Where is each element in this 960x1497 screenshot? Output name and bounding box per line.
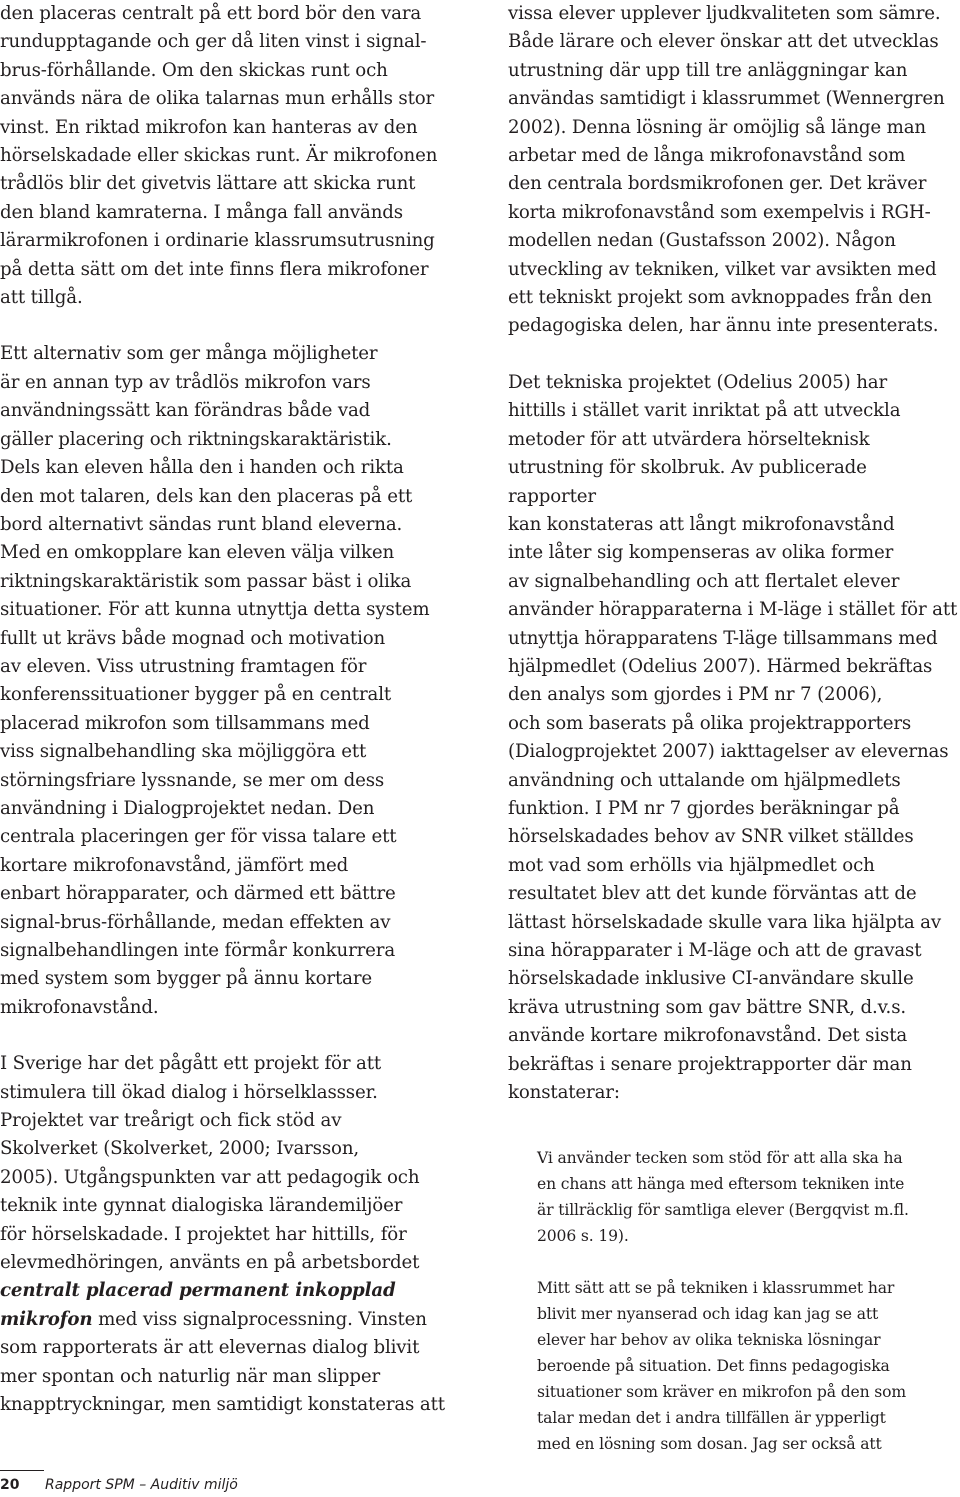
block-quote-technology-view: Mitt sätt att se på tekniken i klassrummet har blivit mer nyanserad och idag kan jag se att elever har behov av olika tekniska lösningar beroende på situation. Det finns pedagogiska situationer som kräver en mikrofon på den som talar medan det i andra tillfällen är ypperligt med en lösning som dosan. Jag ser också att (537, 1279, 907, 1454)
paragraph-wireless-alternative: Ett alternativ som ger många möjligheter är en annan typ av trådlös mikrofon vars användningssätt kan förändras både vad gäller placering och riktningskaraktäristik. Dels kan eleven hålla den i handen och rikta den mot talaren, dels kan den placeras på ett bord alternativt sändas runt bland eleverna. Med en omkopplare kan eleven välja vilken riktningskaraktäristik som passar bäst i olika situationer. För att kunna utnyttja detta system fullt ut krävs både mognad och motivation av eleven. Viss utrustning framtagen för konferenssituationer bygger på en centralt placerad mikrofon som tillsammans med viss signalbehandling ska möjliggöra ett störningsfriare lyssnande, se mer om dess användning i Dialogprojektet nedan. Den centrala placeringen ger för vissa talare ett kortare mikrofonavstånd, jämfört med enbart hörapparater, och därmed ett bättre signal-brus-förhållande, medan effekten av signalbehandlingen inte förmår konkurrera med system som bygger på ännu kortare mikrofonavstånd. (0, 343, 430, 1018)
right-column (508, 0, 960, 1457)
left-column (0, 0, 452, 1420)
paragraph-technical-project: Det tekniska projektet (Odelius 2005) har hittills i stället varit inriktat på att utveckla metoder för att utvärdera hörselteknisk utrustning för skolbruk. Av publicerade rapporter kan konstateras att långt mikrofonavstånd inte låter sig kompenseras av olika former av signalbehandling och att flertalet elever använder hörapparaterna i M-läge i stället för att utnyttja hörapparatens T-läge tillsammans med hjälpmedlet (Odelius 2007). Härmed bekräftas den analys som gjordes i PM nr 7 (2006), och som baserats på olika projektrapporters (Dialogprojektet 2007) iakttagelser av elevernas användning och uttalande om hjälpmedlets funktion. I PM nr 7 gjordes beräkningar på hörselskadades behov av SNR vilket ställdes mot vad som erhölls via hjälpmedlet och resultatet blev att det kunde förväntas att de lättast hörselskadade skulle vara lika hjälpta av sina hörapparater i M-läge och att de gravast hörselskadade inklusive CI-användare skulle kräva utrustning som gav bättre SNR, d.v.s. använde kortare mikrofonavstånd. Det sista bekräftas i senare projektrapporter där man konstaterar: (508, 371, 958, 1104)
emphasis-microphone: mikrofon (0, 1308, 93, 1330)
running-title: Rapport SPM – Auditiv miljö (45, 1477, 238, 1493)
paragraph-gap (0, 312, 452, 340)
dialog-project-text-start: I Sverige har det pågått ett projekt för att stimulera till ökad dialog i hörselklassser. Projektet var treårigt och fick stöd av Skolverket (Skolverket, 2000; Ivarsson, 2005). Utgångspunkten var att pedagogik och teknik inte gynnat dialogiska lärandemiljöer för hörselskadade. I projektet har hittills, för elevmedhöringen, använts en på arbetsbordet (0, 1053, 420, 1274)
paragraph-gap (508, 341, 960, 369)
paragraph-gap (508, 1107, 960, 1145)
footer-rule (0, 1470, 44, 1471)
paragraph-gap (0, 1022, 452, 1050)
quote-gap (508, 1249, 960, 1275)
block-quote-sign-support: Vi använder tecken som stöd för att alla ska ha en chans att hänga med eftersom tekniken inte är tillräcklig för samtliga elever (Bergqvist m.fl. 2006 s. 19). (537, 1149, 909, 1246)
paragraph-microphone-placement: den placeras centralt på ett bord bör den vara rundupptagande och ger då liten vinst i signal- brus-förhållande. Om den skickas runt och används nära de olika talarnas mun erhålls stor vinst. En riktad mikrofon kan hanteras av den hörselskadade eller skickas runt. Är mikrofonen trådlös blir det givetvis lättare att skicka runt den bland kamraterna. I många fall används lärarmikrofonen i ordinarie klassrumsutrusning på detta sätt om det inte finns flera mikrofoner att tillgå. (0, 3, 438, 309)
paragraph-sound-quality: vissa elever upplever ljudkvaliteten som sämre. Både lärare och elever önskar att det utvecklas utrustning där upp till tre anläggningar kan användas samtidigt i klassrummet (Wennergren 2002). Denna lösning är omöjlig så länge man arbetar med de långa mikrofonavstånd som den centrala bordsmikrofonen ger. Det kräver korta mikrofonavstånd som exempelvis i RGH- modellen nedan (Gustafsson 2002). Någon utveckling av tekniken, vilket var avsikten med ett tekniskt projekt som avknoppades från den pedagogiska delen, har ännu inte presenterats. (508, 3, 945, 337)
emphasis-central-microphone: centralt placerad permanent inkopplad (0, 1280, 396, 1302)
dialog-project-text-end: med viss signalprocessning. Vinsten som rapporterats är att elevernas dialog blivit mer spontan och naturlig när man slipper knapptryckningar, men samtidigt konstateras att (0, 1308, 445, 1416)
page-footer (0, 1470, 960, 1497)
page-number: 20 (0, 1477, 20, 1493)
paragraph-dialog-project (0, 1050, 452, 1419)
